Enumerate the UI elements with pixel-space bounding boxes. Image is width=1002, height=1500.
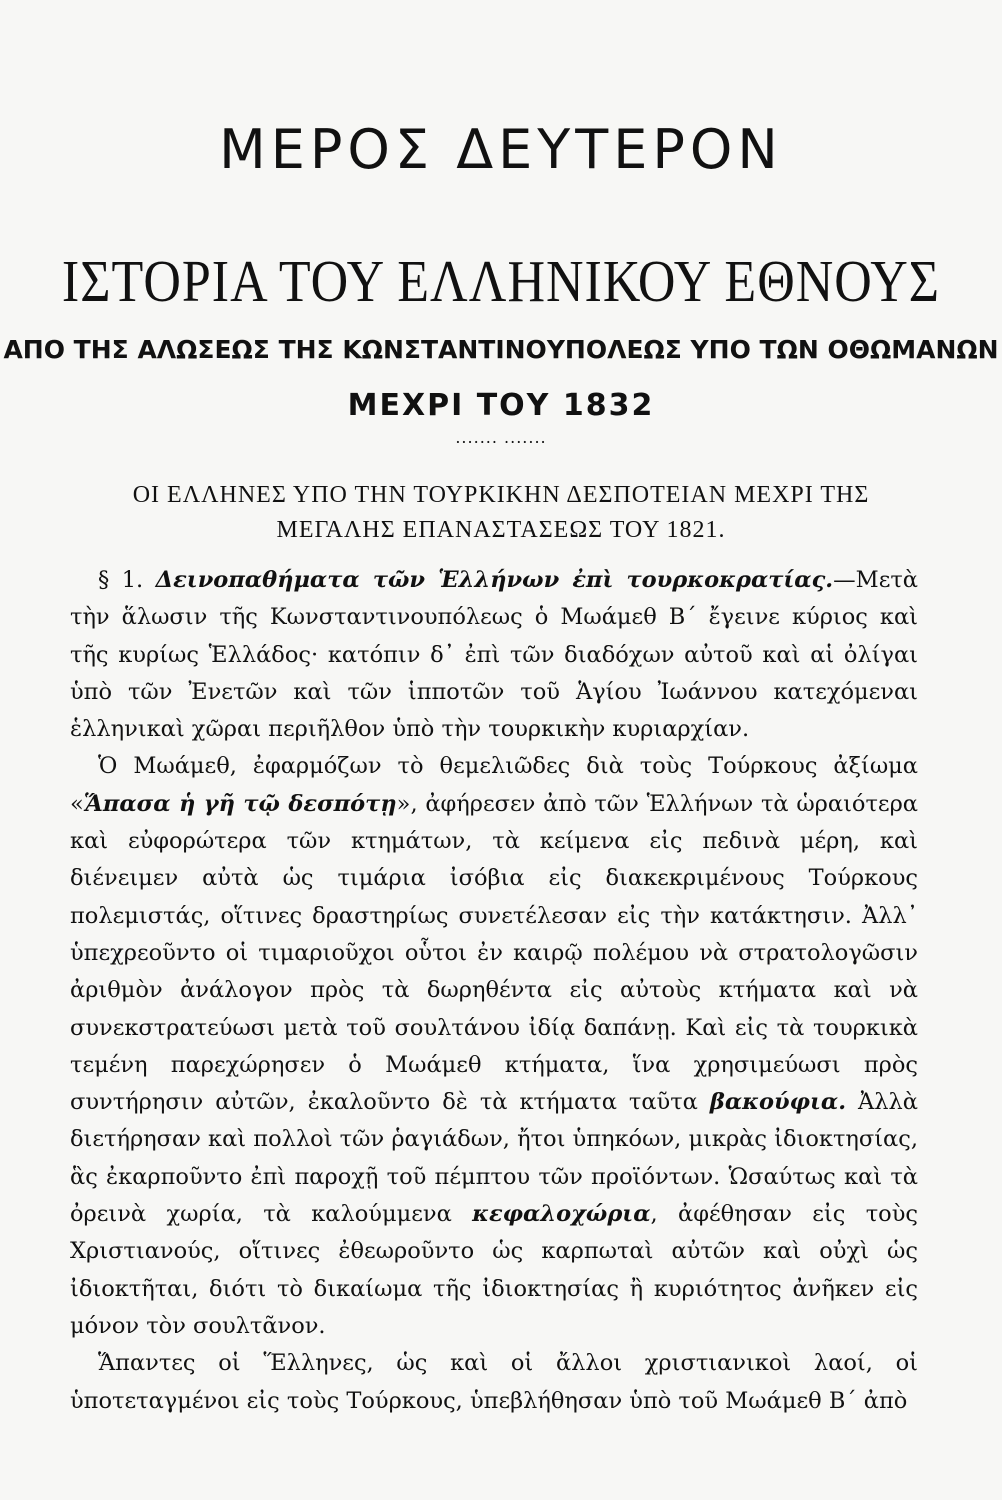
term-kefalochoria: κεφαλοχώρια [472, 1201, 651, 1228]
until-line: ΜΕΧΡΙ ΤΟΥ 1832 [347, 388, 655, 423]
term-vakoufia: βακούφια. [709, 1089, 847, 1116]
axiom-quote: Ἅπασα ἡ γῆ τῷ δεσπότῃ [83, 790, 397, 817]
body-text [70, 562, 918, 1420]
paragraph-3: Ἅπαντες οἱ Ἕλληνες, ὡς καὶ οἱ ἄλλοι χριστιανικοὶ λαοί, οἱ ὑποτεταγμένοι εἰς τοὺς Τούρκους, ὑπεβλήθησαν ὑπὸ τοῦ Μωάμεθ Β΄ ἀπὸ [70, 1350, 918, 1414]
paragraph-2-text-c: Ἀλλὰ διετήρησαν καὶ πολλοὶ τῶν ῥαγιάδων, ἤτοι ὑπηκόων, μικρὰς ἰδιοκτησίας, ἃς ἐκαρποῦντο ἐπὶ παροχῇ τοῦ πέμπτου τῶν προϊόντων. Ὡσαύτως καὶ τὰ ὀρεινὰ χωρία, τὰ καλούμμενα [70, 1089, 918, 1228]
paragraph-1-text: —Μετὰ τὴν ἅλωσιν τῆς Κωνσταντινουπόλεως ὁ Μωάμεθ Β΄ ἔγεινε κύριος καὶ τῆς κυρίως Ἑλλάδος· κατόπιν δ᾽ ἐπὶ τῶν διαδόχων αὐτοῦ καὶ αἱ ὀλίγαι ὑπὸ τῶν Ἐνετῶν καὶ τῶν ἱπποτῶν τοῦ Ἁγίου Ἰωάννου κατεχόμεναι ἑλληνικαὶ χῶραι περιῆλθον ὑπὸ τὴν τουρκικὴν κυριαρχίαν. [70, 567, 918, 743]
paragraph-1 [70, 562, 918, 748]
paragraph-2-text-a: Ὁ Μωάμεθ, ἐφαρμόζων τὸ θεμελιῶδες διὰ τοὺς Τούρκους ἀξίωμα « [70, 753, 918, 817]
dotted-separator: ....... ....... [455, 428, 547, 447]
paragraph-2-text-d: , ἀφέθησαν εἰς τοὺς Χριστιανούς, οἵτινες ἐθεωροῦντο ὡς καρπωταὶ αὐτῶν καὶ οὐχὶ ὡς ἰδιοκτῆται, διότι τὸ δικαίωμα τῆς ἰδιοκτησίας ἢ κυριότητος ἀνῆκεν εἰς μόνον τὸν σουλτᾶνον. [70, 1201, 918, 1339]
section-marker: § 1. [98, 567, 156, 593]
paragraph-2-text-b: », ἀφήρεσεν ἀπὸ τῶν Ἑλλήνων τὰ ὡραιότερα καὶ εὐφορώτερα τῶν κτημάτων, τὰ κείμενα εἰς πεδινὰ μέρη, καὶ διένειμεν αὐτὰ ὡς τιμάρια ἰσόβια εἰς διακεκριμένους Τούρκους πολεμιστάς, οἵτινες δραστηρίως συνετέλεσαν εἰς τὴν κατάκτησιν. Ἀλλ᾽ ὑπεχρεοῦντο οἱ τιμαριοῦχοι οὗτοι ἐν καιρῷ πολέμου νὰ στρατολογῶσιν ἀριθμὸν ἀνάλογον πρὸς τὰ δωρηθέντα εἰς αὐτοὺς κτήματα καὶ νὰ συνεκστρατεύωσι μετὰ τοῦ σουλτάνου ἰδίᾳ δαπάνῃ. Καὶ εἰς τὰ τουρκικὰ τεμένη παρεχώρησεν ὁ Μωάμεθ κτήματα, ἵνα χρησιμεύωσι πρὸς συντήρησιν αὐτῶν, ἐκαλοῦντο δὲ τὰ κτήματα ταῦτα [70, 790, 918, 1116]
section-heading: Δεινοπαθήματα τῶν Ἑλλήνων ἐπὶ τουρκοκρατίας. [155, 567, 834, 593]
chapter-title: ΟΙ ΕΛΛΗΝΕΣ ΥΠΟ ΤΗΝ ΤΟΥΡΚΙΚΗΝ ΔΕΣΠΟΤΕΙΑΝ ΜΕΧΡΙ ΤΗΣ ΜΕΓΑΛΗΣ ΕΠΑΝΑΣΤΑΣΕΩΣ ΤΟΥ 1821. [132, 482, 870, 543]
subtitle-line: ΑΠΟ ΤΗΣ ΑΛΩΣΕΩΣ ΤΗΣ ΚΩΝΣΤΑΝΤΙΝΟΥΠΟΛΕΩΣ ΥΠΟ ΤΩΝ ΟΘΩΜΑΝΩΝ [3, 335, 999, 364]
part-heading: ΜΕΡΟΣ ΔΕΥΤΕΡΟΝ [219, 118, 783, 181]
paragraph-2 [70, 748, 918, 1345]
history-title: ΙΣΤΟΡΙΑ ΤΟΥ ΕΛΛΗΝΙΚΟΥ ΕΘΝΟΥΣ [61, 249, 941, 315]
